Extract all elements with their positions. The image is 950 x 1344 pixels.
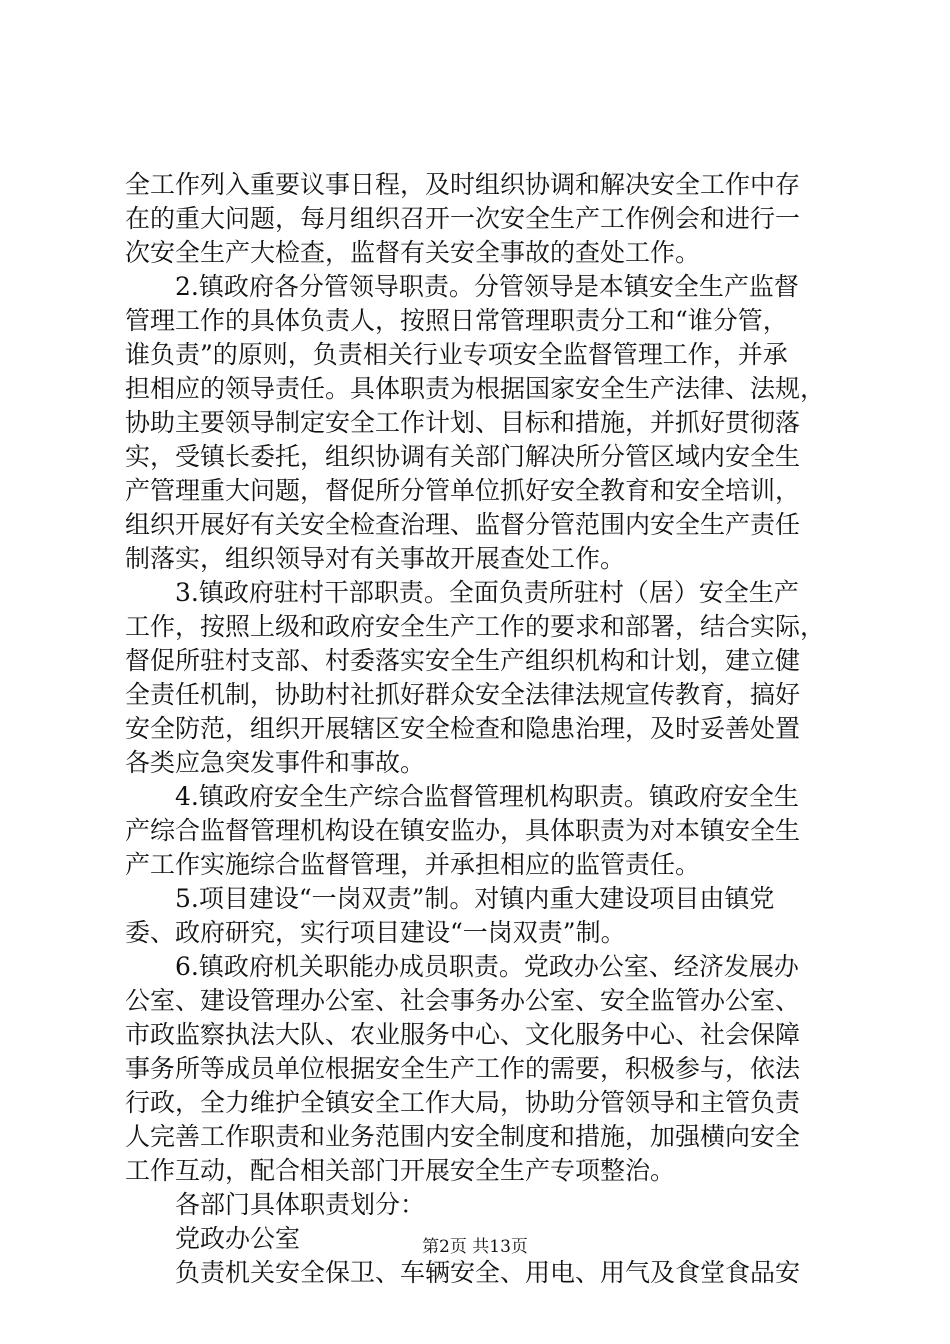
text-line: 管理工作的具体负责人，按照日常管理职责分工和“谁分管， [125,306,788,335]
text-line: 6.镇政府机关职能办成员职责。党政办公室、经济发展办 [175,952,799,981]
text-line: 工作互动，配合相关部门开展安全生产专项整治。 [125,1156,676,1185]
text-line: 行政，全力维护全镇安全工作大局，协助分管领导和主管负责 [125,1088,801,1117]
text-line: 产综合监督管理机构设在镇安监办，具体职责为对本镇安全生 [125,816,801,845]
text-line: 公室、建设管理办公室、社会事务办公室、安全监管办公室、 [125,986,801,1015]
text-line: 工作，按照上级和政府安全生产工作的要求和部署，结合实际， [125,612,826,641]
text-line: 全工作列入重要议事日程，及时组织协调和解决安全工作中存 [125,170,801,199]
text-line: 各部门具体职责划分： [175,1190,426,1219]
text-line: 谁负责”的原则，负责相关行业专项安全监督管理工作，并承 [125,340,788,369]
text-line: 事务所等成员单位根据安全生产工作的需要，积极参与，依法 [125,1054,801,1083]
text-line: 负责机关安全保卫、车辆安全、用电、用气及食堂食品安 [175,1258,801,1287]
text-line: 4.镇政府安全生产综合监督管理机构职责。镇政府安全生 [175,782,799,811]
text-line: 实，受镇长委托，组织协调有关部门解决所分管区域内安全生 [125,442,801,471]
text-line: 委、政府研究，实行项目建设“一岗双责”制。 [125,918,626,947]
text-line: 产工作实施综合监督管理，并承担相应的监管责任。 [125,850,701,879]
text-line: 党政办公室 [175,1224,301,1253]
text-line: 在的重大问题，每月组织召开一次安全生产工作例会和进行一 [125,204,801,233]
text-line: 担相应的领导责任。具体职责为根据国家安全生产法律、法规， [125,374,826,403]
text-line: 组织开展好有关安全检查治理、监督分管范围内安全生产责任 [125,510,801,539]
text-line: 产管理重大问题，督促所分管单位抓好安全教育和安全培训， [125,476,801,505]
text-line: 协助主要领导制定安全工作计划、目标和措施，并抓好贯彻落 [125,408,801,437]
text-line: 安全防范，组织开展辖区安全检查和隐患治理，及时妥善处置 [125,714,801,743]
text-line: 督促所驻村支部、村委落实安全生产组织机构和计划，建立健 [125,646,801,675]
document-body [125,168,825,1290]
text-line: 人完善工作职责和业务范围内安全制度和措施，加强横向安全 [125,1122,801,1151]
text-line: 市政监察执法大队、农业服务中心、文化服务中心、社会保障 [125,1020,801,1049]
text-line: 2.镇政府各分管领导职责。分管领导是本镇安全生产监督 [175,272,799,301]
page-number-footer: 第2页 共13页 [422,1237,528,1257]
text-line: 全责任机制，协助村社抓好群众安全法律法规宣传教育，搞好 [125,680,801,709]
text-line: 3.镇政府驻村干部职责。全面负责所驻村（居）安全生产 [175,578,799,607]
text-line: 次安全生产大检查，监督有关安全事故的查处工作。 [125,238,701,267]
text-line: 各类应急突发事件和事故。 [125,748,426,777]
text-line: 5.项目建设“一岗双责”制。对镇内重大建设项目由镇党 [175,884,775,913]
text-line: 制落实，组织领导对有关事故开展查处工作。 [125,544,626,573]
